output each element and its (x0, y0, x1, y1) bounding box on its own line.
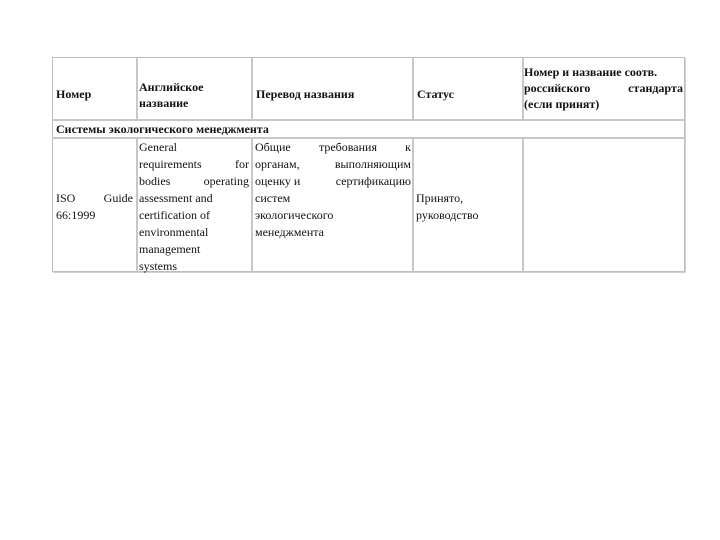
header-russian-standard-line1: Номер и название соотв. (524, 65, 658, 79)
row-english-line-4: assessment and (139, 191, 213, 205)
row-english-line-6: environmental (139, 225, 209, 239)
row-english-line-5: certification of (139, 208, 210, 222)
row-translation-line-3 (255, 173, 411, 190)
row-number-line1b: Guide (103, 191, 133, 205)
row-number-line1 (56, 190, 133, 206)
row-translation-line-5: экологического (255, 208, 334, 222)
row-translation-line-1 (255, 139, 411, 156)
row-status-line1: Принято, (416, 191, 464, 205)
row-number-line2: 66:1999 (56, 208, 96, 222)
row-translation-line-4: систем (255, 191, 291, 205)
row-translation-word-2: требования (318, 140, 377, 154)
row-translation-word-1: Общие (255, 140, 291, 154)
header-english-name-line1: Английское (139, 80, 204, 94)
row-translation-word-6: оценку и (255, 174, 301, 188)
header-english-name-line2: название (139, 96, 189, 110)
row-english-word-operating: operating (203, 174, 249, 188)
header-translation: Перевод названия (256, 87, 355, 101)
row-translation-line-2 (255, 156, 411, 173)
row-english-line-1: General (139, 140, 177, 154)
row-english-line-8: systems (139, 259, 178, 273)
column-divider-2 (251, 57, 253, 120)
column-divider-1-body (136, 138, 138, 272)
row-translation-word-7: сертификацию (335, 174, 411, 188)
column-divider-2-body (251, 138, 253, 272)
row-translation-word-3: к (405, 140, 411, 154)
header-russian-standard-line2 (524, 80, 683, 96)
column-divider-1 (136, 57, 138, 120)
column-divider-3 (412, 57, 414, 120)
header-english-name (139, 79, 203, 95)
column-divider-3-body (412, 138, 414, 272)
row-english-line-3 (139, 173, 249, 190)
row-english-word-for: for (235, 157, 249, 171)
column-divider-4-body (522, 138, 524, 272)
row-translation-word-4: органам, (255, 157, 300, 171)
header-russian-standard-line2b: стандарта (628, 81, 683, 95)
row-translation-line-6: менеджмента (255, 225, 324, 239)
header-russian-standard-line2a: российского (524, 81, 591, 95)
header-russian-standard-line3: (если принят) (524, 97, 600, 111)
row-translation-word-5: выполняющим (334, 157, 411, 171)
row-english-line-7: management (139, 242, 201, 256)
row-translation (255, 139, 411, 241)
row-english-word-requirements: requirements (139, 157, 202, 171)
header-number: Номер (56, 87, 92, 101)
row-number-line1a: ISO (56, 191, 76, 205)
row-english-word-bodies: bodies (139, 174, 171, 188)
row-english-name (139, 139, 249, 275)
row-status-line2: руководство (416, 208, 479, 222)
row-english-line-2 (139, 156, 249, 173)
section-title: Системы экологического менеджмента (56, 122, 269, 136)
header-status: Статус (417, 87, 454, 101)
